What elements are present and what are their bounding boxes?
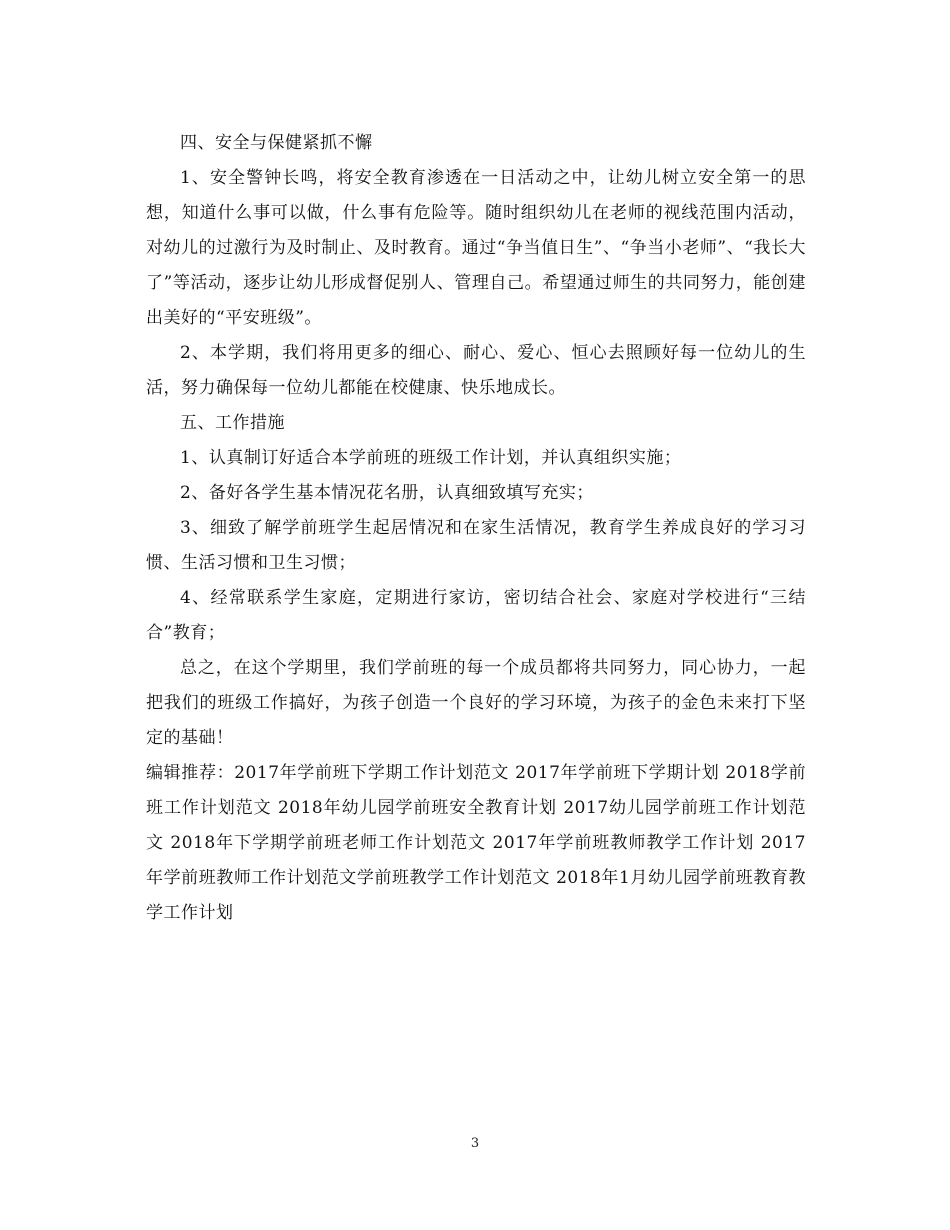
section-heading-safety: 四、安全与保健紧抓不懈	[180, 133, 373, 153]
editor-recommendation: 编辑推荐：2017年学前班下学期工作计划范文 2017年学前班下学期计划 2018学前班工作计划范文 2018年幼儿园学前班安全教育计划 2017幼儿园学前班工作计划范文 2018年下学期学前班老师工作计划范文 2017年学前班教师教学工作计划 2017年学前班教师工作计划范文学前班教学工作计划范文 2018年1月幼儿园学前班教育教学工作计划	[146, 763, 806, 923]
paragraph-measure-4: 4、经常联系学生家庭，定期进行家访，密切结合社会、家庭对学校进行“三结合”教育；	[146, 588, 806, 643]
paragraph-measure-1: 1、认真制订好适合本学前班的班级工作计划，并认真组织实施；	[180, 448, 682, 468]
document-body	[146, 126, 806, 931]
paragraph-measure-3: 3、细致了解学前班学生起居情况和在家生活情况，教育学生养成良好的学习习惯、生活习惯和卫生习惯；	[146, 518, 806, 573]
page-number: 3	[470, 1136, 480, 1151]
paragraph-summary: 总之，在这个学期里，我们学前班的每一个成员都将共同努力，同心协力，一起把我们的班级工作搞好，为孩子创造一个良好的学习环境，为孩子的金色未来打下坚定的基础！	[146, 658, 806, 748]
paragraph-safety-1: 1、安全警钟长鸣，将安全教育渗透在一日活动之中，让幼儿树立安全第一的思想，知道什么事可以做，什么事有危险等。随时组织幼儿在老师的视线范围内活动，对幼儿的过激行为及时制止、及时教育。通过“争当值日生”、“争当小老师”、“我长大了”等活动，逐步让幼儿形成督促别人、管理自己。希望通过师生的共同努力，能创建出美好的“平安班级”。	[146, 168, 806, 328]
paragraph-safety-2: 2、本学期，我们将用更多的细心、耐心、爱心、恒心去照顾好每一位幼儿的生活，努力确保每一位幼儿都能在校健康、快乐地成长。	[146, 343, 806, 398]
section-heading-measures: 五、工作措施	[180, 413, 285, 433]
paragraph-measure-2: 2、备好各学生基本情况花名册，认真细致填写充实；	[180, 483, 594, 503]
